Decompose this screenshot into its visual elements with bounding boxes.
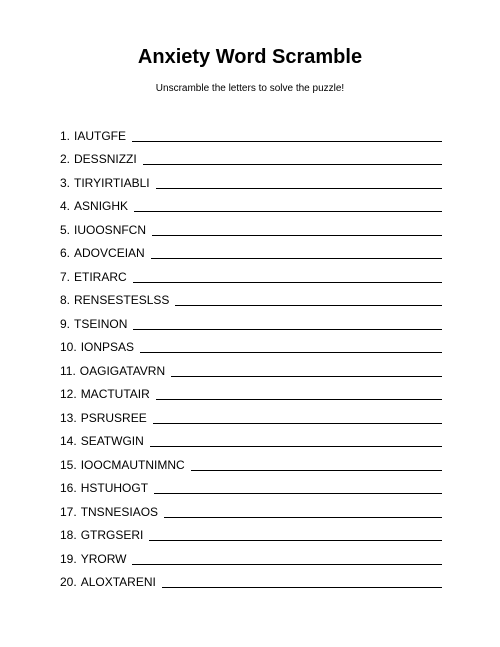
scramble-item (60, 238, 442, 262)
scramble-item (60, 567, 442, 591)
item-number: 11. (60, 363, 76, 378)
scrambled-word: ALOXTARENI (80, 575, 156, 589)
scramble-label (60, 223, 146, 238)
scramble-label (60, 387, 150, 402)
scramble-item (60, 543, 442, 567)
scrambled-word: RENSESTESLSS (74, 293, 170, 307)
item-number: 12. (60, 387, 77, 401)
scramble-label (60, 199, 128, 214)
scramble-item (60, 214, 442, 238)
scrambled-word: IAUTGFE (74, 128, 127, 143)
scramble-item (60, 402, 442, 426)
item-number: 18. (60, 528, 77, 542)
answer-line[interactable] (132, 564, 442, 565)
scramble-label (60, 528, 143, 543)
scramble-item (60, 332, 442, 356)
scramble-item (60, 144, 442, 168)
answer-line[interactable] (140, 352, 442, 353)
answer-line[interactable] (149, 540, 442, 541)
scramble-label (60, 176, 150, 191)
answer-line[interactable] (143, 164, 442, 165)
scrambled-word: TIRYIRTIABLI (74, 175, 150, 190)
scrambled-word: ASNIGHK (74, 199, 129, 213)
scramble-list (60, 120, 442, 590)
scrambled-word: ETIRARC (74, 269, 127, 284)
answer-line[interactable] (175, 305, 442, 306)
scrambled-word: MACTUTAIR (80, 387, 150, 401)
scramble-label (60, 505, 158, 520)
scramble-item (60, 449, 442, 473)
answer-line[interactable] (191, 470, 442, 471)
answer-line[interactable] (150, 446, 442, 447)
item-number: 13. (60, 410, 77, 425)
item-number: 20. (60, 575, 77, 589)
answer-line[interactable] (133, 282, 442, 283)
scrambled-word: TNSNESIAOS (80, 504, 159, 519)
scramble-label (60, 293, 169, 308)
answer-line[interactable] (156, 399, 442, 400)
page-title: Anxiety Word Scramble (137, 46, 363, 68)
scrambled-word: SEATWGIN (80, 434, 144, 448)
scrambled-word: IONPSAS (80, 340, 135, 354)
item-number: 3. (60, 175, 71, 190)
scramble-label (60, 270, 127, 285)
scramble-item (60, 379, 442, 403)
item-number: 19. (60, 551, 77, 566)
scrambled-word: TSEINON (74, 316, 128, 331)
item-number: 16. (60, 481, 77, 495)
scrambled-word: PSRUSREE (80, 410, 147, 425)
answer-line[interactable] (153, 423, 442, 424)
scrambled-word: IOOCMAUTNIMNC (80, 457, 185, 472)
answer-line[interactable] (156, 188, 442, 189)
answer-line[interactable] (164, 517, 442, 518)
scramble-label (60, 434, 144, 449)
scramble-item (60, 473, 442, 497)
answer-line[interactable] (162, 587, 442, 588)
answer-line[interactable] (171, 376, 442, 377)
scramble-item (60, 426, 442, 450)
scramble-label (60, 129, 126, 144)
scramble-label (60, 575, 156, 590)
scramble-item (60, 191, 442, 215)
scramble-label (60, 458, 185, 473)
scrambled-word: HSTUHOGT (80, 481, 149, 495)
answer-line[interactable] (134, 211, 442, 212)
scramble-label (60, 411, 147, 426)
answer-line[interactable] (133, 329, 442, 330)
instructions: Unscramble the letters to solve the puzzle! (155, 83, 345, 94)
scramble-label (60, 152, 137, 167)
scramble-label (60, 317, 127, 332)
answer-line[interactable] (132, 141, 442, 142)
scrambled-word: ADOVCEIAN (74, 246, 145, 260)
item-number: 9. (60, 316, 71, 331)
item-number: 17. (60, 504, 77, 519)
scramble-item (60, 120, 442, 144)
scrambled-word: YRORW (80, 551, 127, 566)
scrambled-word: DESSNIZZI (74, 152, 137, 166)
scramble-item (60, 261, 442, 285)
scrambled-word: IUOOSNFCN (74, 222, 147, 237)
scramble-label (60, 246, 145, 261)
item-number: 1. (60, 128, 71, 143)
item-number: 8. (60, 293, 71, 307)
item-number: 5. (60, 222, 71, 237)
scramble-label (60, 364, 165, 379)
scramble-item (60, 285, 442, 309)
item-number: 2. (60, 152, 71, 166)
item-number: 14. (60, 434, 77, 448)
scramble-label (60, 552, 126, 567)
scrambled-word: GTRGSERI (80, 528, 144, 542)
item-number: 6. (60, 246, 71, 260)
answer-line[interactable] (152, 235, 442, 236)
scramble-label (60, 340, 134, 355)
item-number: 7. (60, 269, 71, 284)
item-number: 15. (60, 457, 77, 472)
answer-line[interactable] (151, 258, 442, 259)
scramble-item (60, 355, 442, 379)
scramble-label (60, 481, 148, 496)
answer-line[interactable] (154, 493, 442, 494)
scramble-item (60, 496, 442, 520)
scramble-item (60, 520, 442, 544)
scramble-item (60, 167, 442, 191)
item-number: 4. (60, 199, 71, 213)
scrambled-word: OAGIGATAVRN (79, 363, 166, 378)
scramble-item (60, 308, 442, 332)
item-number: 10. (60, 340, 77, 354)
